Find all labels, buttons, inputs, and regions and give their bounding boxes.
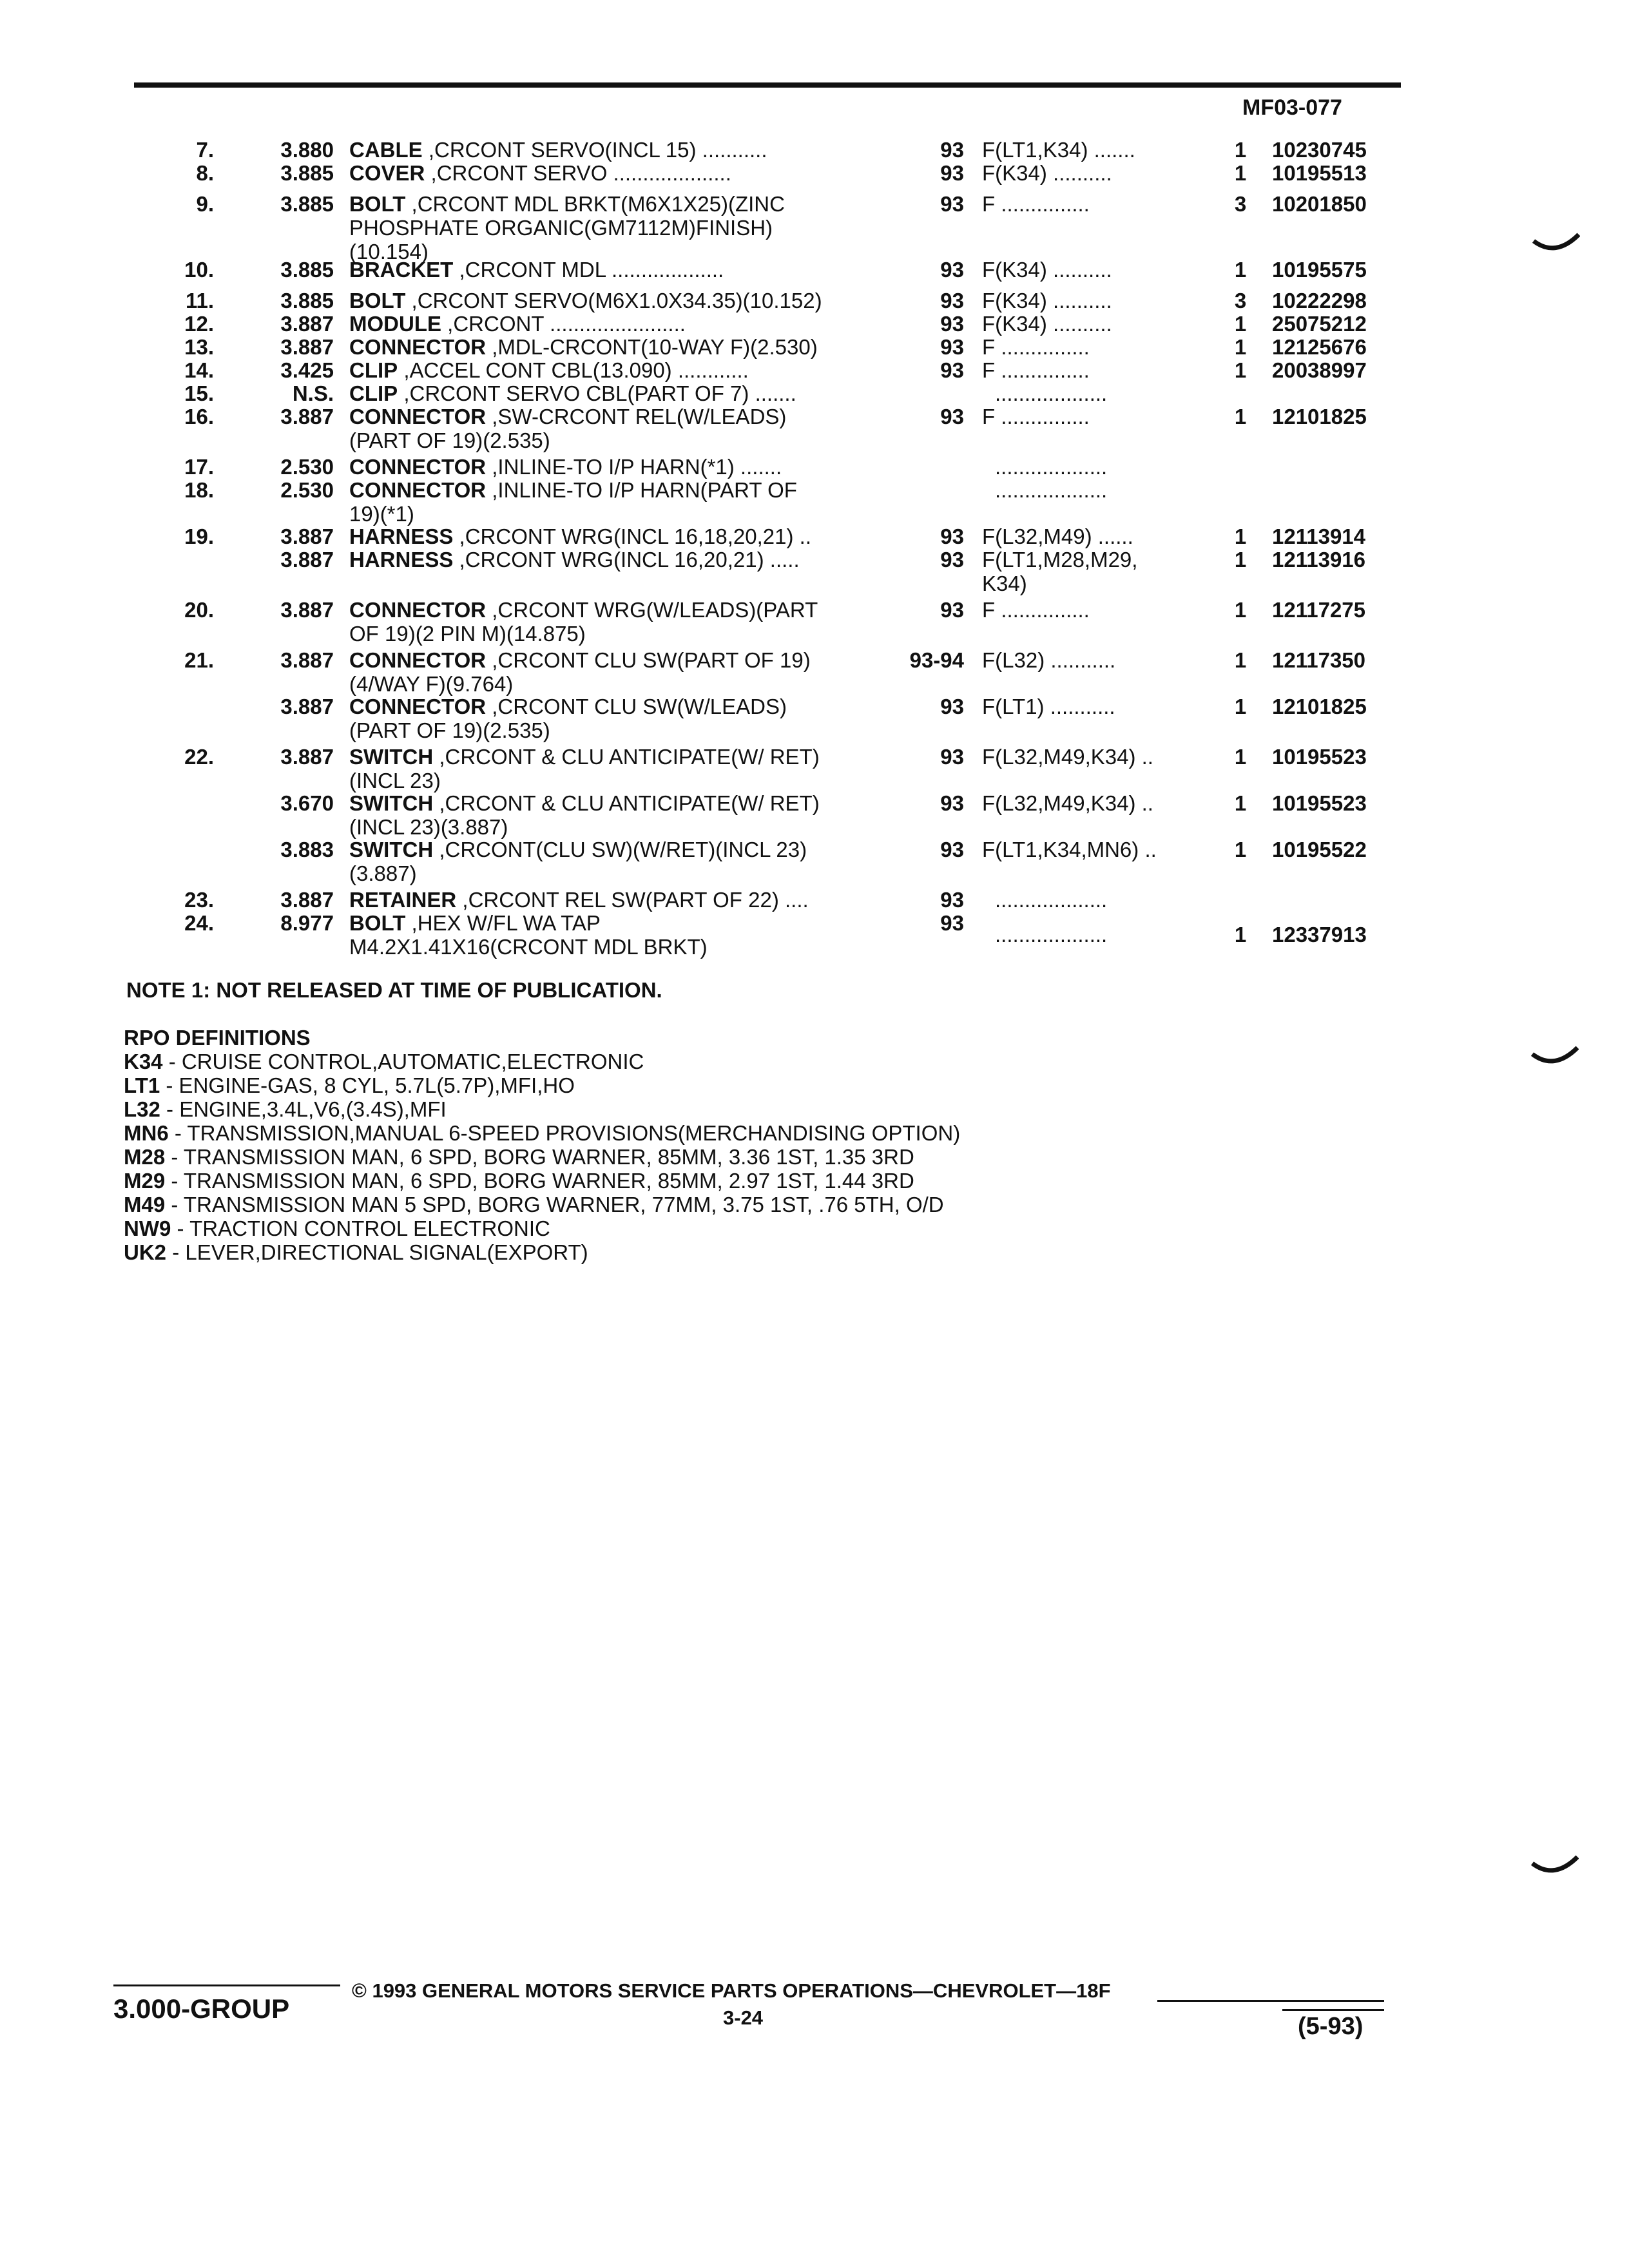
part-number: 12337913 [1272,923,1367,947]
part-name: SWITCH [349,745,434,769]
usage-code [982,648,1201,672]
group-number: 2.530 [280,455,334,479]
group-number: 3.880 [280,138,334,162]
quantity: 1 [1234,258,1247,282]
binder-hole-mark [1531,1045,1579,1071]
part-detail: ,CRCONT & CLU ANTICIPATE(W/ RET) [433,745,820,769]
part-detail-continued: (3.887) [349,861,417,885]
usage-code [982,838,1201,861]
part-description [349,695,891,742]
usage-line: F(K34) .......... [982,289,1112,312]
usage-line: F ............... [982,358,1090,382]
model-year: 93 [940,695,964,718]
part-number: 25075212 [1272,312,1367,336]
part-description [349,192,891,264]
group-number: 3.885 [280,258,334,282]
part-number: 12101825 [1272,405,1367,428]
part-detail: ,CRCONT SERVO(INCL 15) ........... [422,138,767,162]
part-detail: ,CRCONT REL SW(PART OF 22) .... [456,888,809,912]
part-number: 12113914 [1272,524,1366,548]
group-number: 2.530 [280,478,334,502]
part-detail-continued: (4/WAY F)(9.764) [349,672,514,696]
rpo-item [124,1193,960,1216]
rpo-code: NW9 [124,1216,171,1240]
part-detail: ,CRCONT WRG(INCL 16,20,21) ..... [453,548,800,572]
part-detail: ,INLINE-TO I/P HARN(*1) ....... [486,455,782,479]
part-description [349,138,891,162]
part-detail-continued: (INCL 23) [349,769,441,793]
item-number: 7. [196,138,214,162]
rpo-text: - LEVER,DIRECTIONAL SIGNAL(EXPORT) [166,1240,588,1264]
usage-line: F ............... [982,405,1090,428]
usage-code [982,192,1201,216]
item-number: 9. [196,192,214,216]
part-name: HARNESS [349,524,454,548]
part-name: RETAINER [349,888,457,912]
part-description [349,791,891,839]
rpo-code: UK2 [124,1240,167,1264]
part-name: SWITCH [349,838,434,861]
part-detail: ,CRCONT MDL ................... [453,258,724,282]
item-number: 24. [184,911,214,935]
part-description [349,405,891,452]
model-year: 93 [940,888,964,912]
quantity: 1 [1234,358,1247,382]
part-name: CONNECTOR [349,648,487,672]
item-number: 16. [184,405,214,428]
part-detail-continued: PHOSPHATE ORGANIC(GM7112M)FINISH) (10.154) [349,216,773,264]
footer-copyright: © 1993 GENERAL MOTORS SERVICE PARTS OPERATIONS—CHEVROLET—18F [352,1979,1111,2002]
usage-code [982,405,1201,428]
publication-note: NOTE 1: NOT RELEASED AT TIME OF PUBLICATION. [126,978,662,1002]
part-number: 10195575 [1272,258,1367,282]
item-number: 20. [184,598,214,622]
rpo-code: M49 [124,1193,166,1216]
group-number: 3.887 [280,524,334,548]
rpo-text: - ENGINE,3.4L,V6,(3.4S),MFI [160,1097,447,1121]
rpo-item [124,1145,960,1169]
item-number: 8. [196,161,214,185]
group-number: 3.887 [280,335,334,359]
usage-code [982,548,1201,595]
item-number: 22. [184,745,214,769]
usage-line: F(L32,M49,K34) .. [982,745,1153,769]
usage-line: F(K34) .......... [982,161,1112,185]
quantity: 1 [1234,695,1247,718]
usage-code [982,289,1201,312]
usage-line-continued: K34) [982,572,1027,595]
item-number: 18. [184,478,214,502]
usage-code [982,138,1201,162]
part-detail-continued: (INCL 23)(3.887) [349,815,508,839]
part-number: 10230745 [1272,138,1367,162]
item-number: 23. [184,888,214,912]
item-number: 12. [184,312,214,336]
part-number: 10195513 [1272,161,1367,185]
usage-code [982,258,1201,282]
part-description [349,161,891,185]
rpo-title: RPO DEFINITIONS [124,1026,311,1050]
model-year: 93 [940,791,964,815]
usage-code [982,695,1201,718]
rpo-item [124,1169,960,1193]
usage-line: F ............... [982,598,1090,622]
usage-line: F(L32) ........... [982,648,1116,672]
part-description [349,312,891,336]
part-detail: ,ACCEL CONT CBL(13.090) ............ [398,358,749,382]
rpo-text: - ENGINE-GAS, 8 CYL, 5.7L(5.7P),MFI,HO [160,1073,575,1097]
group-number: 3.883 [280,838,334,861]
group-number: 3.887 [280,888,334,912]
part-name: CONNECTOR [349,405,487,428]
usage-line: F(K34) .......... [982,258,1112,282]
group-number: 3.425 [280,358,334,382]
part-number: 10195523 [1272,745,1367,769]
footer-page-number: 3-24 [723,2006,764,2029]
part-detail: ,CRCONT WRG(INCL 16,18,20,21) .. [453,524,812,548]
model-year: 93 [940,405,964,428]
part-name: BOLT [349,289,406,312]
part-detail-continued: 19)(*1) [349,502,414,526]
quantity: 3 [1234,289,1247,312]
quantity: 1 [1234,838,1247,861]
part-name: CLIP [349,381,398,405]
group-number: 3.887 [280,312,334,336]
model-year: 93 [940,312,964,336]
part-name: BOLT [349,192,406,216]
part-description [349,648,891,696]
group-number: 3.887 [280,598,334,622]
item-number: 17. [184,455,214,479]
rpo-text: - TRANSMISSION,MANUAL 6-SPEED PROVISIONS(MERCHANDISING OPTION) [168,1121,961,1145]
model-year: 93-94 [909,648,964,672]
part-description [349,381,891,405]
rpo-text: - TRANSMISSION MAN 5 SPD, BORG WARNER, 77MM, 3.75 1ST, .76 5TH, O/D [165,1193,944,1216]
rpo-item [124,1240,960,1264]
part-number: 12117350 [1272,648,1366,672]
quantity: 1 [1234,335,1247,359]
rpo-list [124,1050,960,1264]
rpo-code: MN6 [124,1121,169,1145]
rpo-code: K34 [124,1050,163,1073]
part-number: 12117275 [1272,598,1366,622]
usage-code [982,524,1201,548]
part-detail: ,HEX W/FL WA TAP [405,911,601,935]
quantity: 1 [1234,923,1247,947]
rpo-item [124,1073,960,1097]
binder-hole-mark [1532,232,1580,258]
usage-code [982,358,1201,382]
footer-group-label: 3.000-GROUP [113,1994,290,2024]
part-description [349,838,891,885]
top-rule [134,82,1401,88]
model-year: 93 [940,161,964,185]
usage-line: F(L32,M49,K34) .. [982,791,1153,815]
group-number: N.S. [292,381,334,405]
usage-line: F(K34) .......... [982,312,1112,336]
part-detail: ,CRCONT ....................... [441,312,686,336]
group-number: 3.885 [280,192,334,216]
item-number: 21. [184,648,214,672]
part-detail: ,CRCONT MDL BRKT(M6X1X25)(ZINC [405,192,785,216]
rpo-text: - TRANSMISSION MAN, 6 SPD, BORG WARNER, 85MM, 2.97 1ST, 1.44 3RD [165,1169,914,1193]
rpo-text: - TRANSMISSION MAN, 6 SPD, BORG WARNER, 85MM, 3.36 1ST, 1.35 3RD [165,1145,914,1169]
group-number: 8.977 [280,911,334,935]
rpo-item [124,1050,960,1073]
part-number: 10195523 [1272,791,1367,815]
usage-code [982,791,1201,815]
group-number: 3.887 [280,695,334,718]
part-number: 10195522 [1272,838,1367,861]
group-number: 3.887 [280,648,334,672]
dot-leader: ................... [995,888,1108,912]
part-detail-continued: (PART OF 19)(2.535) [349,718,550,742]
part-description [349,289,891,312]
usage-code [982,161,1201,185]
group-number: 3.670 [280,791,334,815]
part-name: CONNECTOR [349,335,487,359]
model-year: 93 [940,358,964,382]
part-detail: ,SW-CRCONT REL(W/LEADS) [486,405,787,428]
part-name: CONNECTOR [349,478,487,502]
footer-date: (5-93) [1298,2013,1364,2040]
quantity: 1 [1234,138,1247,162]
part-description [349,524,891,548]
part-number: 12113916 [1272,548,1366,572]
part-number: 10201850 [1272,192,1367,216]
part-detail: ,CRCONT(CLU SW)(W/RET)(INCL 23) [433,838,807,861]
item-number: 10. [184,258,214,282]
usage-line: F(L32,M49) ...... [982,524,1133,548]
part-detail: ,CRCONT CLU SW(W/LEADS) [486,695,787,718]
footer-rule-right [1157,2000,1384,2002]
part-description [349,258,891,282]
part-description [349,598,891,646]
group-number: 3.887 [280,548,334,572]
part-name: CLIP [349,358,398,382]
usage-line: F ............... [982,335,1090,359]
rpo-code: LT1 [124,1073,160,1097]
part-description [349,358,891,382]
part-name: SWITCH [349,791,434,815]
quantity: 1 [1234,791,1247,815]
dot-leader: ................... [995,381,1108,405]
part-detail-continued: (PART OF 19)(2.535) [349,428,550,452]
part-number: 10222298 [1272,289,1367,312]
part-name: MODULE [349,312,441,336]
part-name: CONNECTOR [349,455,487,479]
part-detail-continued: OF 19)(2 PIN M)(14.875) [349,622,586,646]
quantity: 1 [1234,312,1247,336]
model-year: 93 [940,138,964,162]
model-year: 93 [940,911,964,935]
part-number: 12101825 [1272,695,1367,718]
part-detail: ,CRCONT SERVO(M6X1.0X34.35)(10.152) [405,289,822,312]
part-detail: ,CRCONT SERVO .................... [425,161,731,185]
part-description [349,455,891,479]
rpo-code: M28 [124,1145,166,1169]
group-number: 3.887 [280,745,334,769]
part-detail: ,CRCONT SERVO CBL(PART OF 7) ....... [398,381,796,405]
model-year: 93 [940,289,964,312]
part-name: BOLT [349,911,406,935]
dot-leader: ................... [995,455,1108,479]
part-name: CABLE [349,138,423,162]
part-name: HARNESS [349,548,454,572]
rpo-item [124,1121,960,1145]
quantity: 3 [1234,192,1247,216]
usage-line: F(LT1,K34,MN6) .. [982,838,1157,861]
usage-code [982,312,1201,336]
model-year: 93 [940,745,964,769]
model-year: 93 [940,258,964,282]
model-year: 93 [940,598,964,622]
usage-line: F(LT1,K34) ....... [982,138,1135,162]
part-number: 20038997 [1272,358,1367,382]
group-number: 3.885 [280,289,334,312]
part-number: 12125676 [1272,335,1367,359]
usage-line: F(LT1) ........... [982,695,1115,718]
group-number: 3.885 [280,161,334,185]
part-description [349,478,891,526]
part-name: CONNECTOR [349,598,487,622]
item-number: 15. [184,381,214,405]
quantity: 1 [1234,598,1247,622]
binder-hole-mark [1531,1854,1579,1880]
footer-rule-left [113,1984,340,1986]
part-detail: ,CRCONT & CLU ANTICIPATE(W/ RET) [433,791,820,815]
part-detail: ,CRCONT CLU SW(PART OF 19) [486,648,811,672]
part-description [349,888,891,912]
usage-line: F(LT1,M28,M29, [982,548,1138,572]
usage-line: F ............... [982,192,1090,216]
usage-code [982,598,1201,622]
dot-leader: ................... [995,923,1108,947]
quantity: 1 [1234,405,1247,428]
model-year: 93 [940,524,964,548]
rpo-item [124,1216,960,1240]
figure-id: MF03-077 [1242,95,1342,120]
item-number: 19. [184,524,214,548]
part-description [349,911,891,959]
rpo-definitions [124,1026,960,1264]
rpo-code: L32 [124,1097,160,1121]
part-description [349,335,891,359]
model-year: 93 [940,192,964,216]
part-name: BRACKET [349,258,454,282]
rpo-item [124,1097,960,1121]
item-number: 11. [185,289,214,312]
dot-leader: ................... [995,478,1108,502]
rpo-text: - CRUISE CONTROL,AUTOMATIC,ELECTRONIC [162,1050,644,1073]
item-number: 13. [184,335,214,359]
rpo-code: M29 [124,1169,166,1193]
part-description [349,548,891,572]
item-number: 14. [184,358,214,382]
model-year: 93 [940,838,964,861]
quantity: 1 [1234,161,1247,185]
part-detail: ,MDL-CRCONT(10-WAY F)(2.530) [486,335,818,359]
model-year: 93 [940,335,964,359]
quantity: 1 [1234,648,1247,672]
quantity: 1 [1234,548,1247,572]
part-detail-continued: M4.2X1.41X16(CRCONT MDL BRKT) [349,935,708,959]
part-detail: ,CRCONT WRG(W/LEADS)(PART [486,598,818,622]
part-detail: ,INLINE-TO I/P HARN(PART OF [486,478,797,502]
part-name: COVER [349,161,425,185]
quantity: 1 [1234,524,1247,548]
usage-code [982,745,1201,769]
part-description [349,745,891,793]
part-name: CONNECTOR [349,695,487,718]
rpo-text: - TRACTION CONTROL ELECTRONIC [171,1216,550,1240]
footer-rule-date [1282,2009,1384,2011]
group-number: 3.887 [280,405,334,428]
quantity: 1 [1234,745,1247,769]
usage-code [982,335,1201,359]
model-year: 93 [940,548,964,572]
